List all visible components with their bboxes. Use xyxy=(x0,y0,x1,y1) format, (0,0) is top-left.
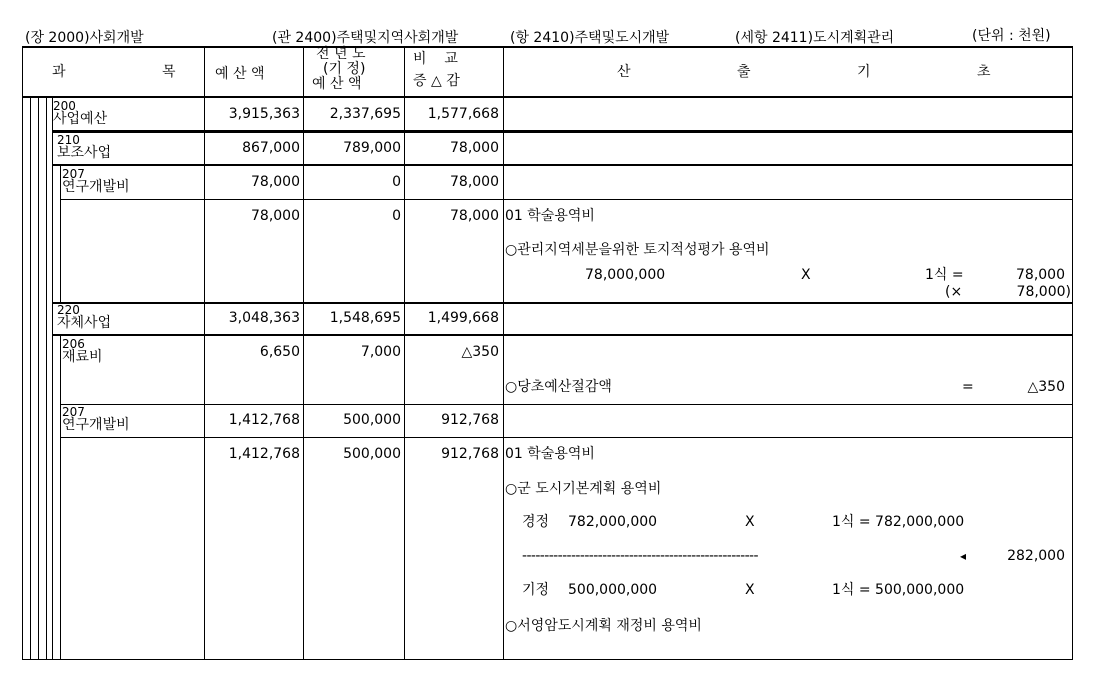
calc-line2-amount: 500,000,000 xyxy=(568,582,658,598)
col-item-a: 과 xyxy=(52,64,66,80)
row-code: 207 xyxy=(62,405,85,419)
header-jang: (장 2000)사회개발 xyxy=(25,30,144,46)
calc-item: ○군 도시기본계획 용역비 xyxy=(505,481,662,497)
row-diff: 78,000 xyxy=(450,208,499,224)
calc-line2-qty: 1식 = 500,000,000 xyxy=(832,582,965,598)
row-code: 206 xyxy=(62,337,85,351)
col-prev-2: (기 정) xyxy=(323,61,366,77)
row-diff: 912,768 xyxy=(441,446,499,462)
row-prev: 0 xyxy=(392,174,401,190)
row-prev: 500,000 xyxy=(343,446,401,462)
row-name: 연구개발비 xyxy=(62,179,130,195)
row-budget: 1,412,768 xyxy=(228,446,300,462)
calc-result: 78,000 xyxy=(1016,267,1065,283)
row-budget: 78,000 xyxy=(251,208,300,224)
calc-x: X xyxy=(801,267,811,283)
row-code: 200 xyxy=(53,99,76,113)
row-budget: 867,000 xyxy=(242,140,300,156)
left-arrow-icon: ◂ xyxy=(960,549,967,563)
col-diff-1: 비 교 xyxy=(413,51,458,67)
row-diff: 1,577,668 xyxy=(427,106,499,122)
calc-qty: 1식 = xyxy=(925,267,964,283)
col-budget: 예 산 액 xyxy=(215,66,265,82)
header-sehang: (세항 2411)도시계획관리 xyxy=(735,30,895,46)
row-name: 보조사업 xyxy=(57,145,112,161)
row-name: 연구개발비 xyxy=(62,417,130,433)
col-calc-1: 산 xyxy=(617,64,631,80)
col-calc-3: 기 xyxy=(857,64,871,80)
col-prev-1: 전 년 도 xyxy=(316,46,366,62)
row-diff: 78,000 xyxy=(450,174,499,190)
row-prev: 2,337,695 xyxy=(329,106,401,122)
row-name: 사업예산 xyxy=(53,111,108,127)
col-item-b: 목 xyxy=(162,64,176,80)
calc-line2-x: X xyxy=(745,582,755,598)
calc-line1-amount: 782,000,000 xyxy=(568,514,658,530)
row-budget: 6,650 xyxy=(259,344,300,360)
row-diff: 78,000 xyxy=(450,140,499,156)
calc-dash-line: ----------------------------------------------------- xyxy=(522,548,758,564)
calc-head: 01 학술용역비 xyxy=(505,208,595,224)
header-gwan: (관 2400)주택및지역사회개발 xyxy=(272,30,459,46)
row-prev: 1,548,695 xyxy=(329,310,401,326)
row-budget: 3,048,363 xyxy=(228,310,300,326)
row-prev: 500,000 xyxy=(343,412,401,428)
row-diff: 912,768 xyxy=(441,412,499,428)
calc-paren-open: (× xyxy=(945,284,963,300)
calc-item: ○당초예산절감액 xyxy=(505,379,612,395)
row-diff: 1,499,668 xyxy=(427,310,499,326)
calc-line1-qty: 1식 = 782,000,000 xyxy=(832,514,965,530)
calc-line1-label: 경정 xyxy=(522,514,550,530)
header-hang: (항 2410)주택및도시개발 xyxy=(510,30,670,46)
row-code: 207 xyxy=(62,167,85,181)
calc-item: ○관리지역세분을위한 토지적성평가 용역비 xyxy=(505,242,770,258)
calc-result: △350 xyxy=(1027,379,1065,395)
calc-eq: = xyxy=(962,379,974,395)
calc-item-2: ○서영암도시계획 재정비 용역비 xyxy=(505,618,702,634)
col-calc-4: 초 xyxy=(977,64,991,80)
row-budget: 78,000 xyxy=(251,174,300,190)
calc-amount: 78,000,000 xyxy=(585,267,666,283)
row-name: 재료비 xyxy=(62,349,103,365)
calc-paren-value: 78,000) xyxy=(1016,284,1071,300)
row-code: 220 xyxy=(57,303,80,317)
row-prev: 0 xyxy=(392,208,401,224)
row-diff: △350 xyxy=(461,344,499,360)
calc-head: 01 학술용역비 xyxy=(505,446,595,462)
row-prev: 7,000 xyxy=(360,344,401,360)
row-budget: 3,915,363 xyxy=(228,106,300,122)
col-prev-3: 예 산 액 xyxy=(312,76,362,92)
calc-dash-result: 282,000 xyxy=(1007,548,1065,564)
row-name: 자체사업 xyxy=(57,315,112,331)
calc-line1-x: X xyxy=(745,514,755,530)
col-diff-2: 증 △ 감 xyxy=(413,73,460,89)
col-calc-2: 출 xyxy=(737,64,751,80)
row-code: 210 xyxy=(57,133,80,147)
calc-line2-label: 기정 xyxy=(522,582,550,598)
row-prev: 789,000 xyxy=(343,140,401,156)
row-budget: 1,412,768 xyxy=(228,412,300,428)
header-unit: (단위 : 천원) xyxy=(972,28,1051,44)
